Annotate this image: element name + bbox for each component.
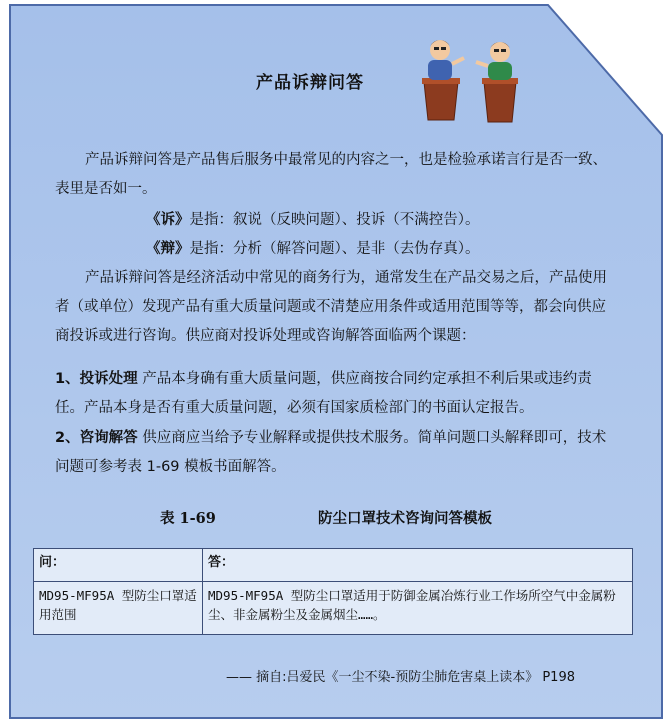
table-caption: 防尘口罩技术咨询问答模板 (318, 510, 492, 527)
question-cell: MD95-MF95A 型防尘口罩适用范围 (34, 582, 203, 635)
answer-header: 答： (203, 549, 633, 582)
definition-bian (146, 234, 480, 264)
page-title: 产品诉辩问答 (256, 73, 364, 93)
item-consultation (55, 424, 615, 482)
definition-text: 是指：叙说（反映问题）、投诉（不满控告）。 (189, 212, 480, 228)
context-paragraph: 产品诉辩问答是经济活动中常见的商务行为，通常发生在产品交易之后，产品使用者（或单位）发现产品有重大质量问题或不清楚应用条件或适用范围等等，都会向供应商投诉或进行咨询。供应商对投诉处理或咨询解答面临两个课题： (55, 270, 607, 344)
item-text: 供应商应当给予专业解释或提供技术服务。简单问题口头解释即可，技术问题可参考表 1-69 模板书面解答。 (55, 430, 607, 475)
source-citation: —— 摘自:吕爱民《一尘不染-预防尘肺危害桌上读本》 P198 (226, 670, 575, 685)
item-label: 2、咨询解答 (55, 430, 138, 446)
item-text: 产品本身确有重大质量问题，供应商按合同约定承担不利后果或违约责任。产品本身是否有重大质量问题，必须有国家质检部门的书面认定报告。 (55, 371, 592, 416)
definition-su (146, 205, 480, 235)
table-row (34, 582, 633, 635)
qa-table (33, 548, 633, 635)
definition-term: 《诉》 (146, 211, 190, 228)
definition-text: 是指：分析（解答问题）、是非（去伪存真）。 (189, 241, 480, 257)
question-header: 问： (34, 549, 203, 582)
intro-paragraph: 产品诉辩问答是产品售后服务中最常见的内容之一，也是检验承诺言行是否一致、表里是否如一。 (55, 152, 607, 197)
item-complaint-handling (55, 365, 615, 423)
definition-term: 《辩》 (146, 240, 190, 257)
item-label: 1、投诉处理 (55, 371, 138, 387)
table-row (34, 549, 633, 582)
table-number: 表 1-69 (160, 510, 216, 527)
answer-cell: MD95-MF95A 型防尘口罩适用于防御金属冶炼行业工作场所空气中金属粉尘、非金属粉尘及金属烟尘……。 (203, 582, 633, 635)
